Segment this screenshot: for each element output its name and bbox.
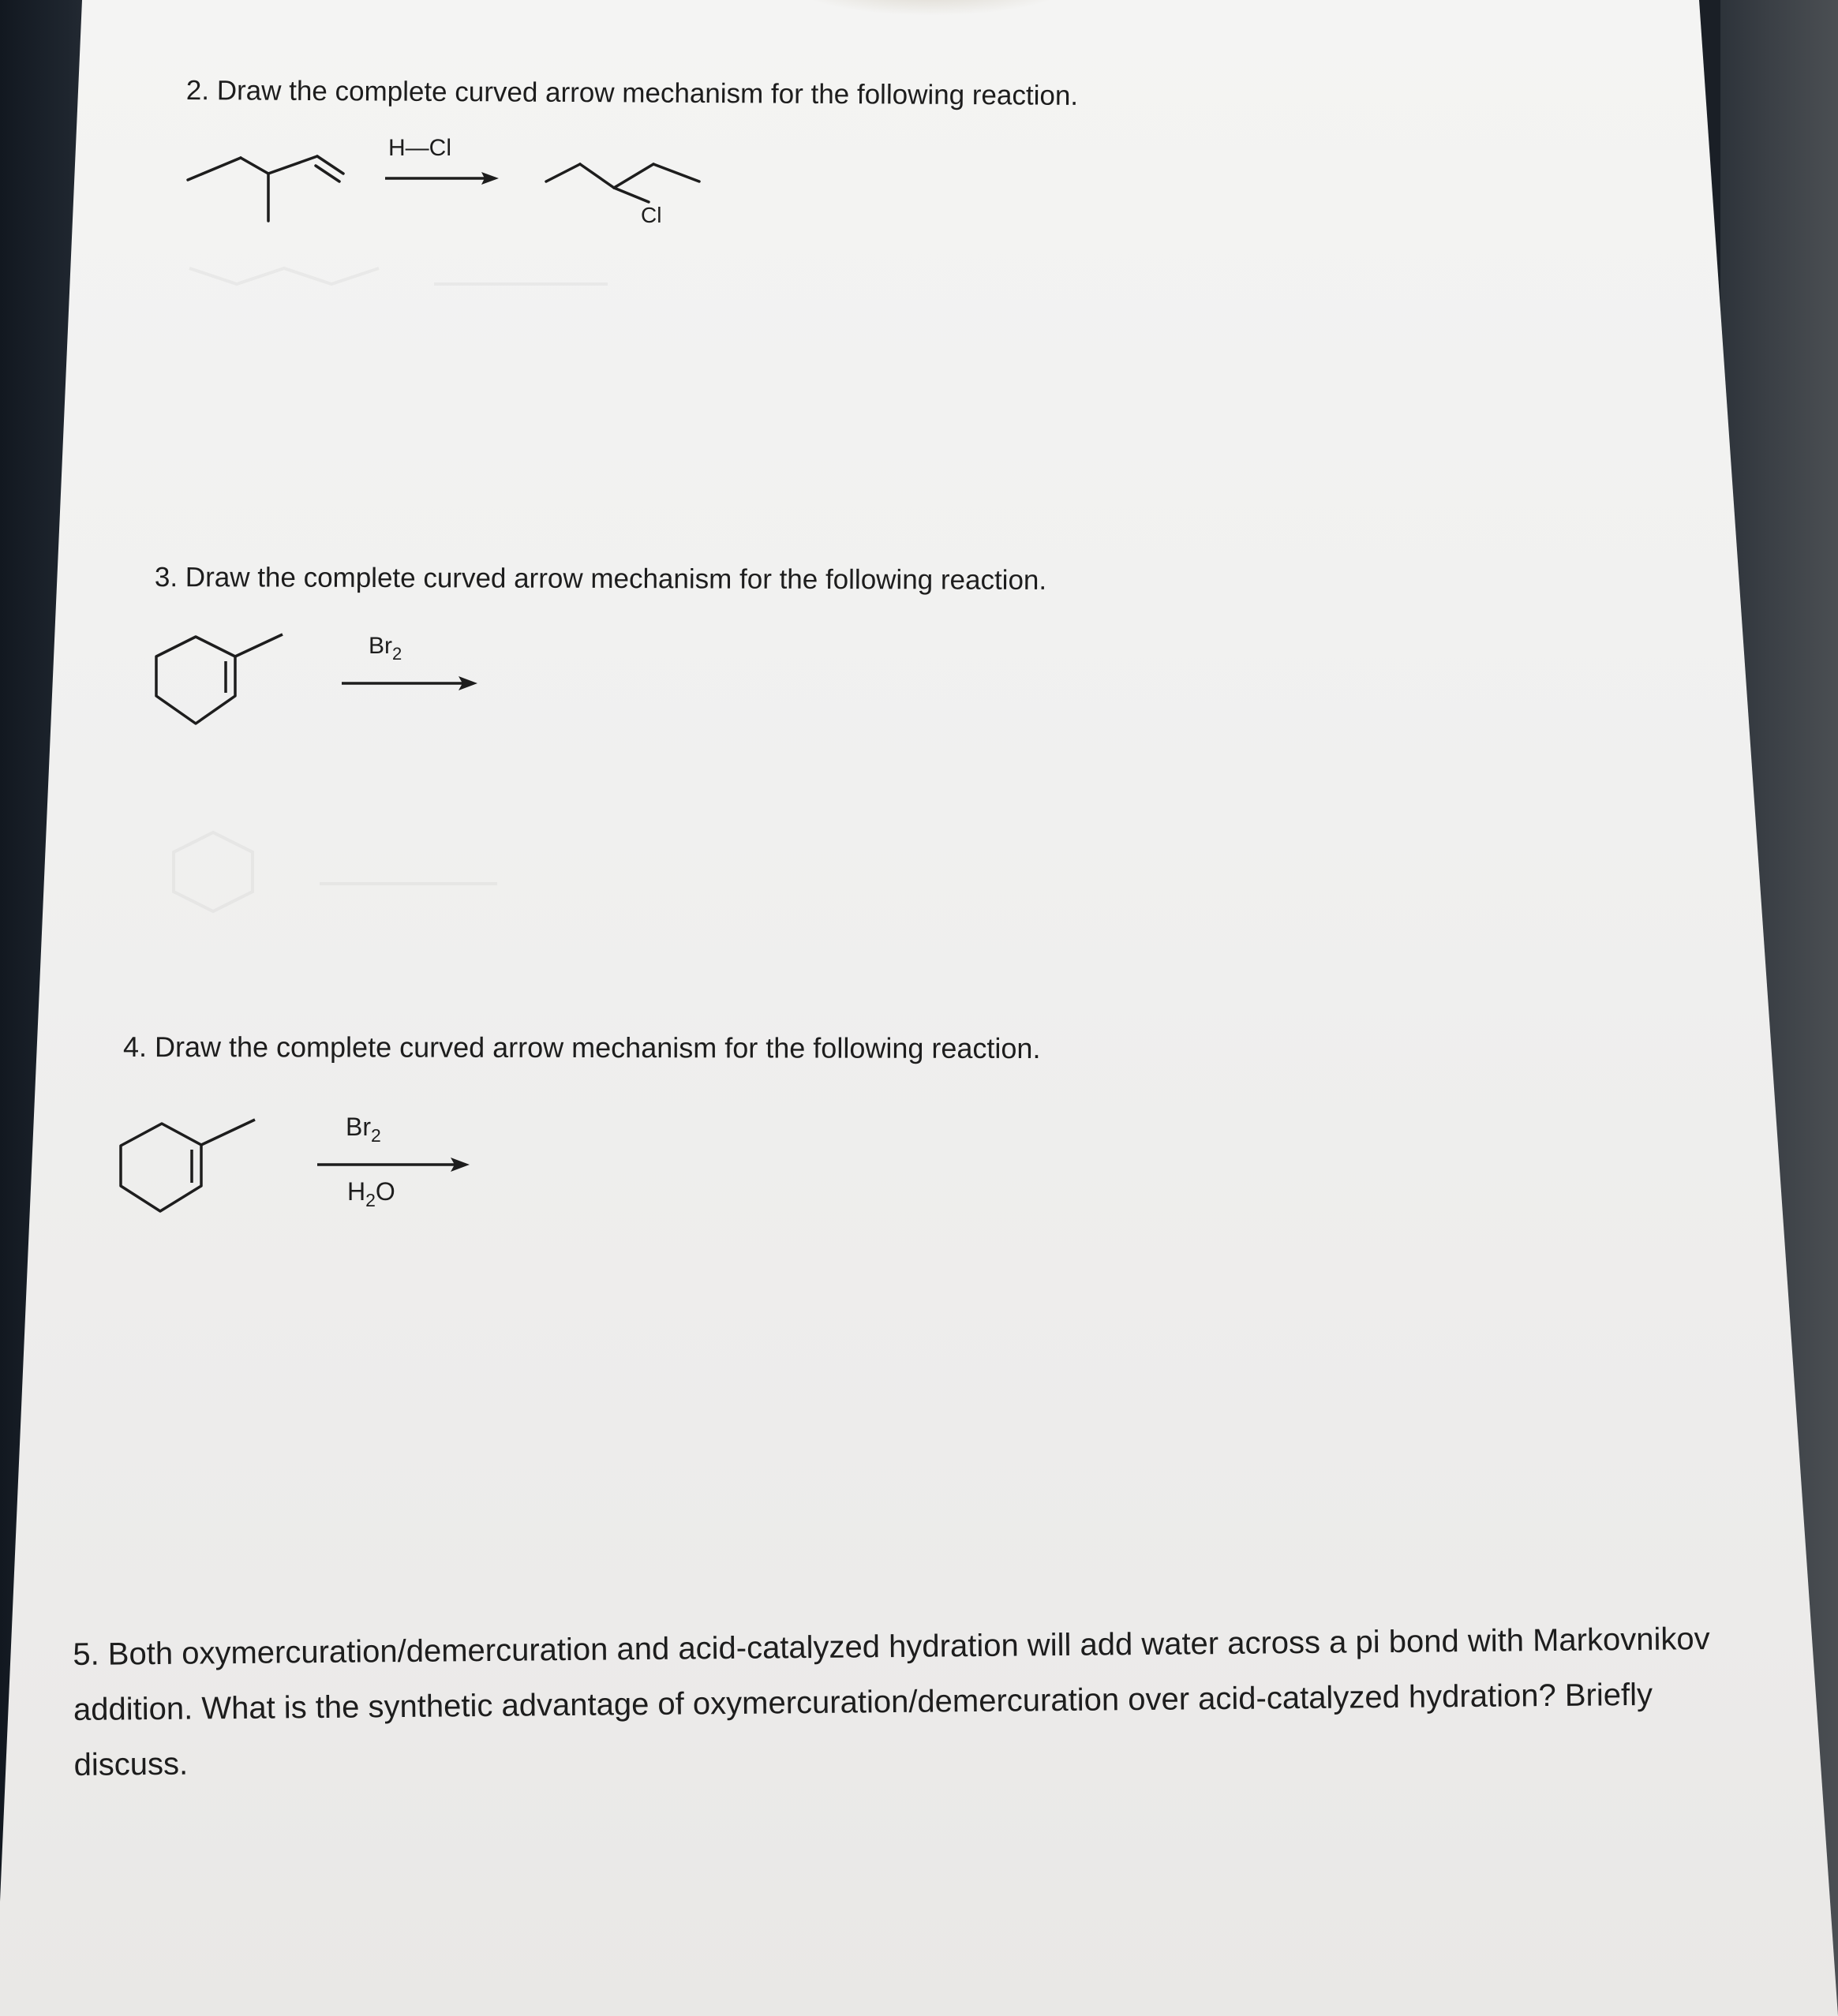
reagent-br2-q3: $Br_2$ bbox=[369, 633, 402, 664]
show-through-sketch-top bbox=[182, 237, 623, 308]
reagent-hcl: H—Cl bbox=[388, 135, 451, 161]
reagent-water-q4: $H_2O$ bbox=[347, 1177, 395, 1210]
question-2-scheme bbox=[182, 126, 734, 245]
reagent-br2-q4: $Br_2$ bbox=[346, 1113, 381, 1146]
show-through-sketch bbox=[142, 813, 552, 939]
product-alkyl-chloride bbox=[546, 164, 699, 202]
reaction-arrow-q3 bbox=[342, 676, 477, 690]
reaction-arrow-q2 bbox=[385, 172, 499, 185]
question-4-prompt: 4. Draw the complete curved arrow mechanism for the following reaction. bbox=[122, 1030, 1041, 1065]
product-chlorine-label: Cl bbox=[641, 203, 662, 227]
question-3-prompt: 3. Draw the complete curved arrow mechanism for the following reaction. bbox=[154, 562, 1047, 596]
question-3-scheme bbox=[146, 623, 509, 734]
starting-cyclohexene-q4 bbox=[121, 1120, 255, 1211]
starting-cyclohexene-q3 bbox=[156, 634, 283, 724]
question-5-prompt: 5. Both oxymercuration/demercuration and acid-catalyzed hydration will add water across a pi bond with Markovnikov addition. What is the synthetic advantage of oxymercuration/demercuration over acid-catalyzed hydration? Briefly discuss. bbox=[73, 1621, 1710, 1782]
starting-alkene-q2 bbox=[188, 156, 343, 221]
question-2-prompt: 2. Draw the complete curved arrow mechanism for the following reaction. bbox=[185, 75, 1079, 111]
reaction-arrow-q4 bbox=[317, 1158, 470, 1172]
question-4-scheme bbox=[110, 1101, 489, 1227]
